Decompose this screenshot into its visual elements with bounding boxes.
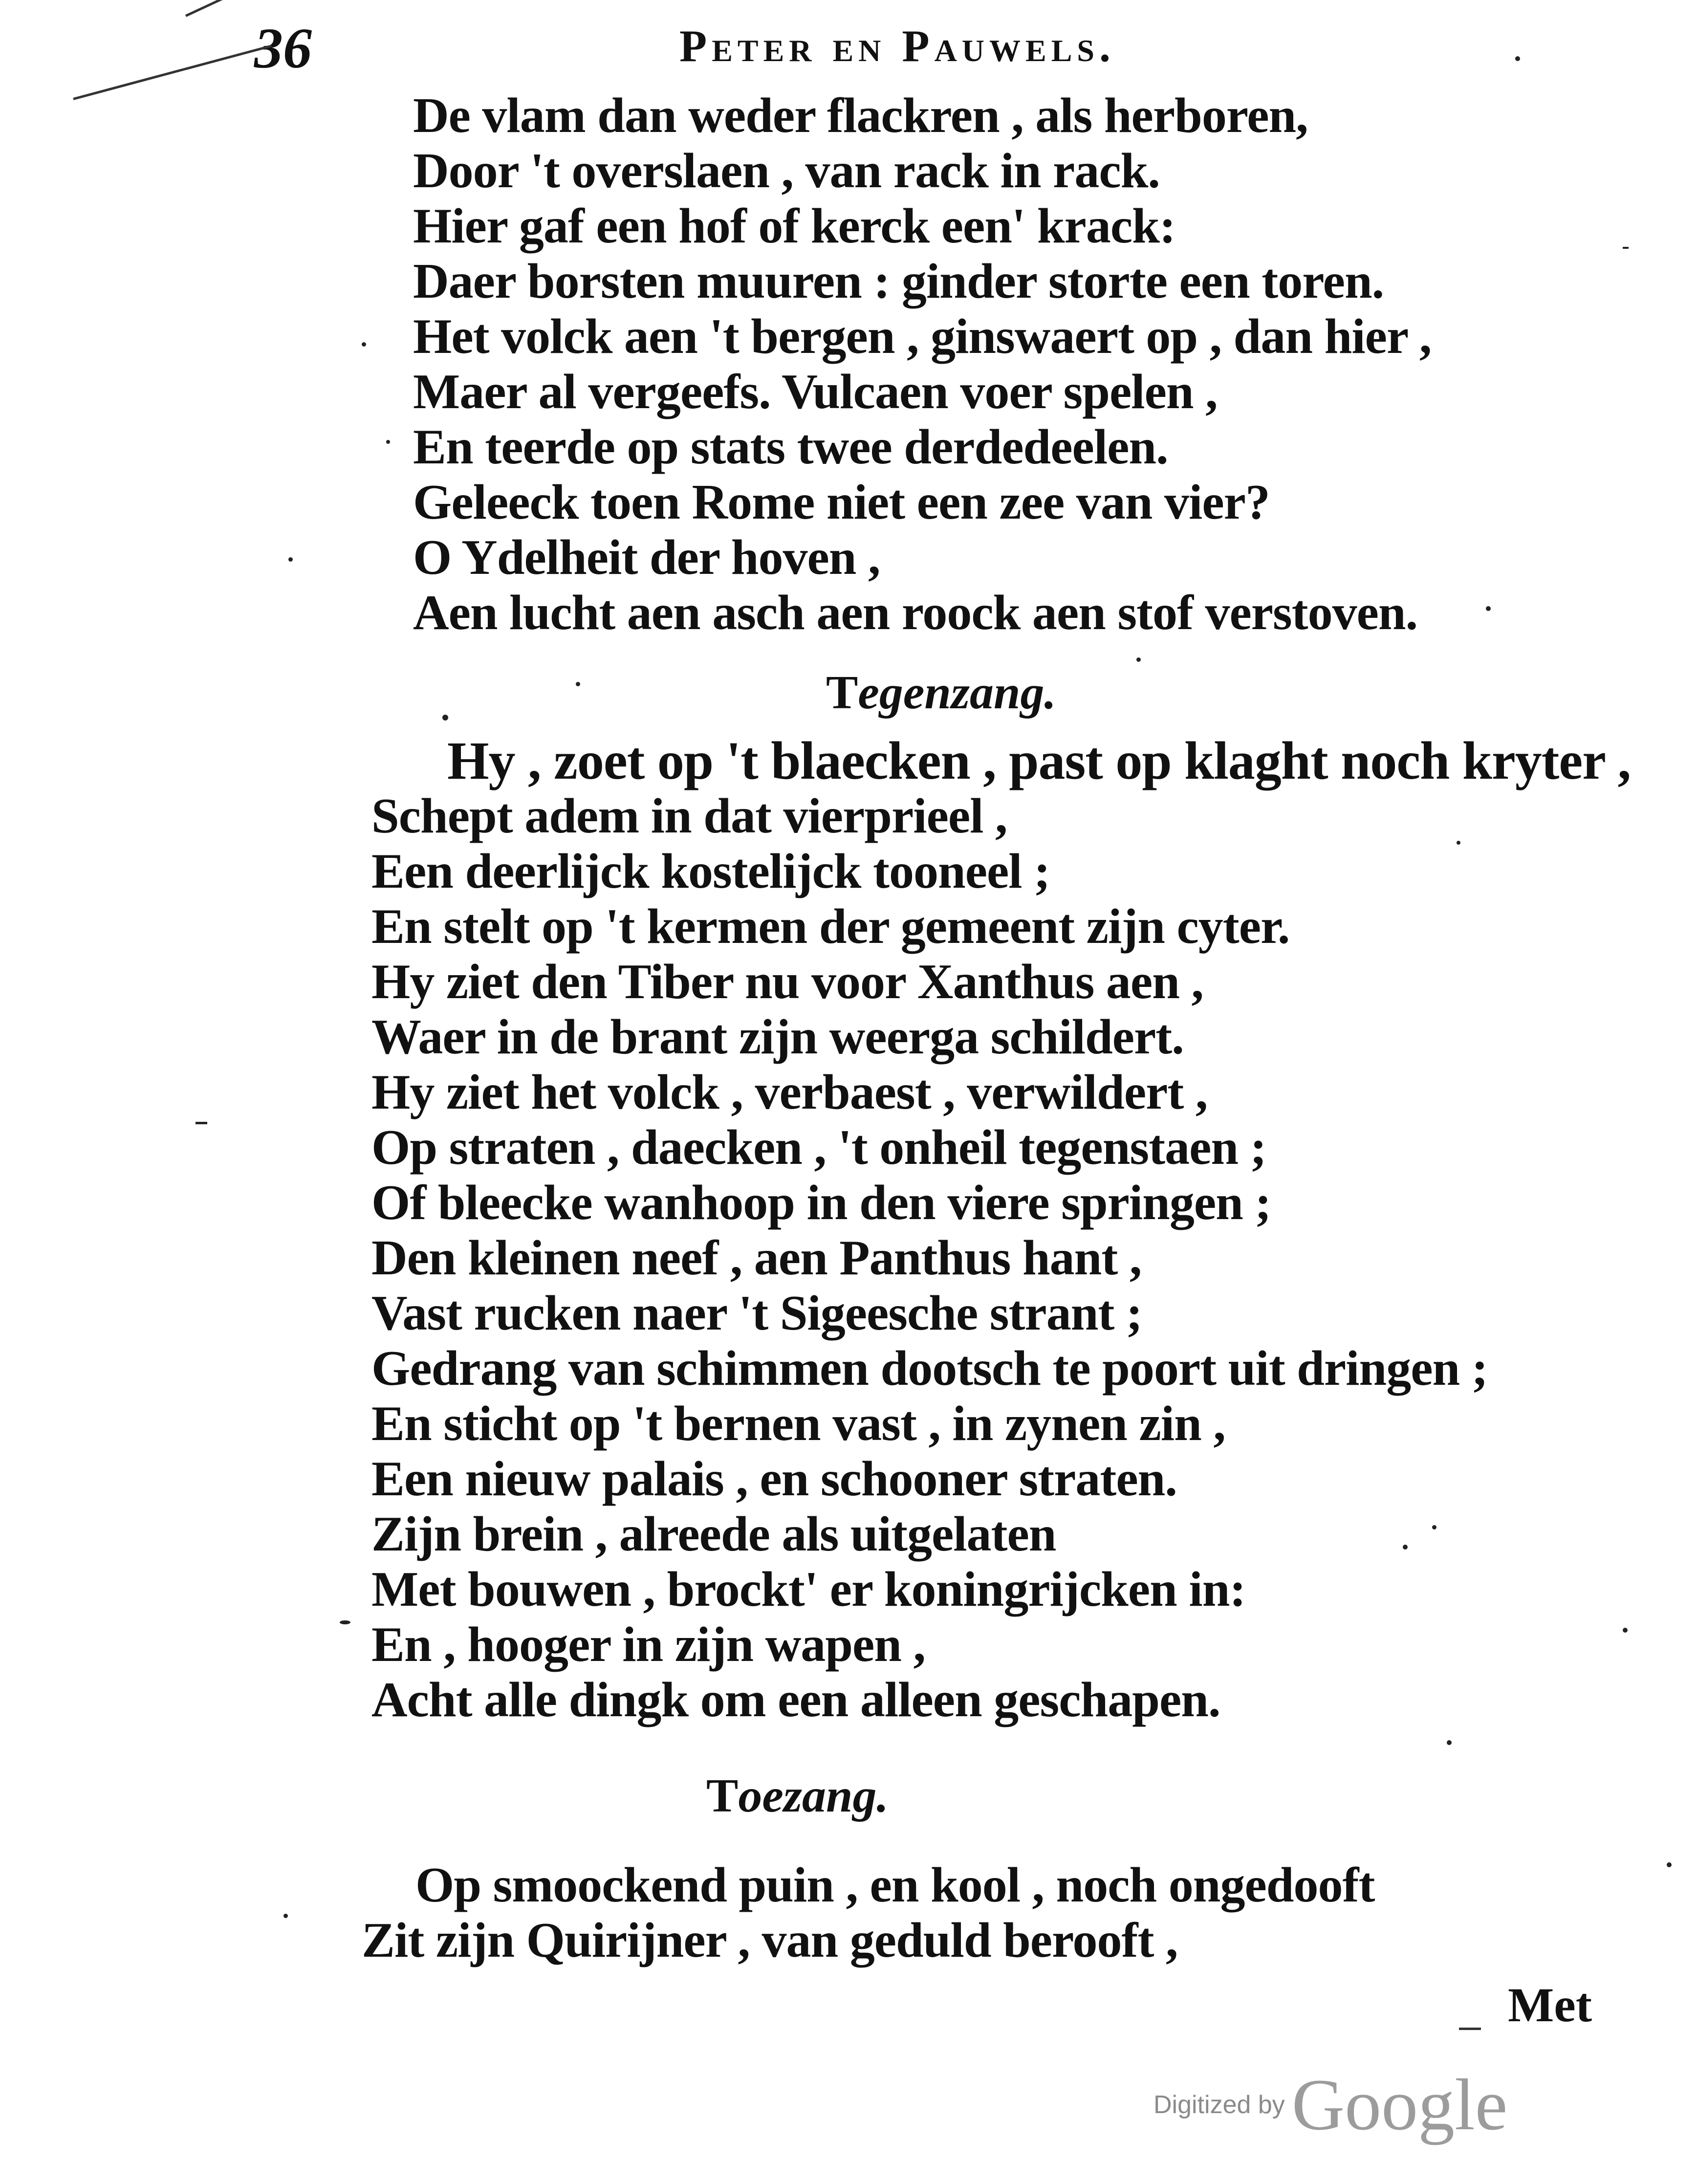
speckle <box>1447 1740 1452 1745</box>
verse-line: Gedrang van schimmen dootsch te poort uit dringen ; <box>371 1341 1488 1396</box>
heading-initial: T <box>826 666 858 719</box>
verse-line: Of bleecke wanhoop in den viere springen ; <box>371 1175 1271 1230</box>
speckle <box>1667 1862 1672 1867</box>
speckle <box>1515 56 1520 61</box>
verse-line: Acht alle dingk om een alleen geschapen. <box>371 1672 1220 1727</box>
verse-line: O Ydelheit der hoven , <box>413 530 880 585</box>
speckle <box>1403 1545 1408 1550</box>
catchword: Met <box>1508 1978 1592 2032</box>
heading-initial: T <box>706 1769 739 1822</box>
verse-line: Geleeck toen Rome niet een zee van vier? <box>413 475 1270 530</box>
page-number: 36 <box>254 16 312 80</box>
verse-line: Den kleinen neef , aen Panthus hant , <box>371 1230 1142 1286</box>
google-logo: Google <box>1291 2064 1508 2145</box>
speckle <box>340 1620 350 1624</box>
verse-line: Een deerlijck kostelijck tooneel ; <box>371 844 1050 899</box>
verse-line: Op smoockend puin , en kool , noch ongedooft <box>415 1857 1375 1913</box>
speckle <box>283 1914 288 1918</box>
verse-line: En , hooger in zijn wapen , <box>371 1617 925 1672</box>
speckle <box>386 440 390 444</box>
scan-mark <box>73 44 272 100</box>
verse-line: Op straten , daecken , 't onheil tegenstaen ; <box>371 1120 1266 1175</box>
verse-line: En sticht op 't bernen vast , in zynen zin , <box>371 1396 1225 1451</box>
speckle <box>1486 606 1491 611</box>
verse-line: Vast rucken naer 't Sigeesche strant ; <box>371 1286 1142 1341</box>
speckle <box>576 682 580 686</box>
verse-line: Maer al vergeefs. Vulcaen voer spelen , <box>413 364 1218 419</box>
speckle <box>1623 1628 1628 1633</box>
heading-rest: oezang. <box>738 1769 889 1822</box>
verse-line: Zit zijn Quirijner , van geduld berooft , <box>362 1913 1178 1968</box>
speckle <box>1432 1525 1436 1529</box>
verse-line: Schept adem in dat vierprieel , <box>371 788 1007 844</box>
verse-line: Door 't overslaen , van rack in rack. <box>413 143 1160 198</box>
verse-line: Waer in de brant zijn weerga schildert. <box>371 1009 1184 1065</box>
speckle <box>1623 247 1629 249</box>
verse-line: Zijn brein , alreede als uitgelaten <box>371 1507 1056 1562</box>
stanza-2 <box>371 733 1631 1727</box>
section-heading-toezang <box>706 1769 889 1822</box>
verse-line: Hy ziet het volck , verbaest , verwildert , <box>371 1065 1208 1120</box>
verse-line: Hier gaf een hof of kerck een' krack: <box>413 198 1175 254</box>
verse-line: En teerde op stats twee derdedeelen. <box>413 419 1168 475</box>
stanza-3 <box>362 1857 1374 1968</box>
section-heading-tegenzang <box>826 666 1057 719</box>
watermark-prefix: Digitized by <box>1153 2091 1285 2119</box>
heading-rest: egenzang. <box>858 666 1057 719</box>
verse-line: En stelt op 't kermen der gemeent zijn cyter. <box>371 899 1290 954</box>
speckle <box>288 557 293 562</box>
verse-line: Aen lucht aen asch aen roock aen stof verstoven. <box>413 585 1418 640</box>
scan-mark <box>185 0 257 17</box>
verse-line: Met bouwen , brockt' er koningrijcken in: <box>371 1562 1246 1617</box>
speckle <box>1457 841 1460 845</box>
speckle <box>362 342 366 347</box>
speckle <box>442 715 448 721</box>
running-head: Peter en Pauwels. <box>679 21 1115 71</box>
speckle <box>1136 657 1141 662</box>
verse-line: Het volck aen 't bergen , ginswaert op , dan hier , <box>413 309 1432 364</box>
verse-line: Een nieuw palais , en schooner straten. <box>371 1451 1177 1507</box>
scan-mark <box>1459 2028 1481 2030</box>
digitized-watermark <box>1153 2063 1507 2147</box>
stanza-1 <box>413 88 1431 640</box>
verse-line: Daer borsten muuren : ginder storte een toren. <box>413 254 1384 309</box>
speckle <box>196 1122 207 1124</box>
verse-line: Hy ziet den Tiber nu voor Xanthus aen , <box>371 954 1203 1009</box>
verse-line: Hy , zoet op 't blaecken , past op klaght noch kryter , <box>447 731 1631 790</box>
verse-line: De vlam dan weder flackren , als herboren, <box>413 88 1308 143</box>
